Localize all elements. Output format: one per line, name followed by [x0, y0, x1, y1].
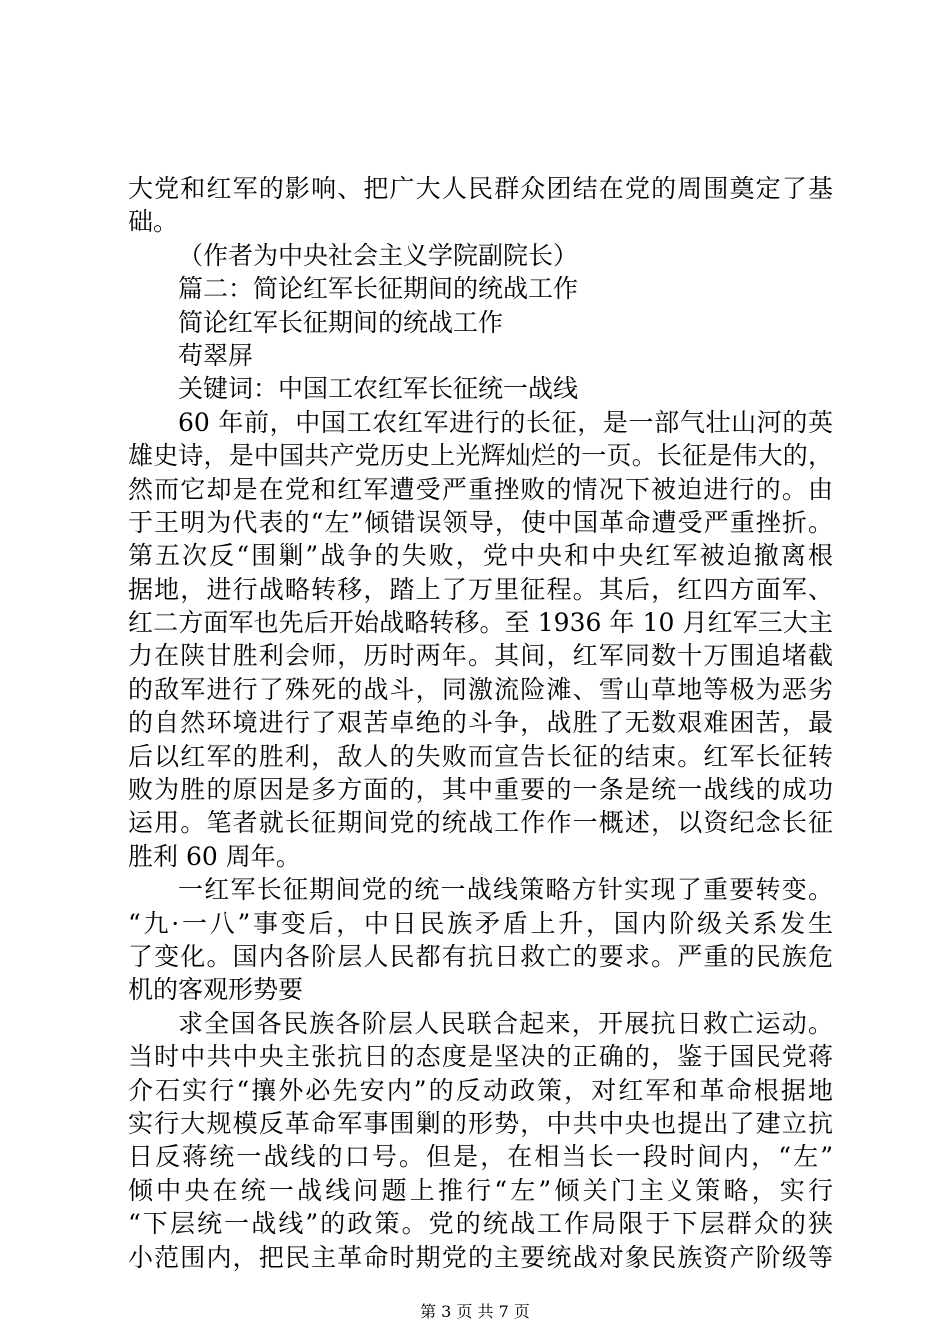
text-line: “九·一八”事变后，中日民族矛盾上升，国内阶级关系发生 — [128, 908, 833, 938]
text-line: 简论红军长征期间的统战工作 — [178, 307, 504, 337]
text-line: 后以红军的胜利，敌人的失败而宣告长征的结束。红军长征转 — [128, 741, 833, 771]
text-line: 倾中央在统一战线问题上推行“左”倾关门主义策略，实行 — [128, 1175, 833, 1205]
text-line: 第五次反“围剿”战争的失败，党中央和中央红军被迫撤离根 — [128, 541, 833, 571]
text-line: 关键词：中国工农红军长征统一战线 — [178, 374, 579, 404]
text-line: 60 年前，中国工农红军进行的长征，是一部气壮山河的英 — [178, 407, 833, 437]
text-line: 红二方面军也先后开始战略转移。至 1936 年 10 月红军三大主 — [128, 608, 833, 638]
text-line: 了变化。国内各阶层人民都有抗日救亡的要求。严重的民族危 — [128, 941, 833, 971]
text-line: 胜利 60 周年。 — [128, 841, 301, 871]
text-line: 于王明为代表的“左”倾错误领导，使中国革命遭受严重挫折。 — [128, 507, 833, 537]
text-line: 力在陕甘胜利会师，历时两年。其间，红军同数十万围追堵截 — [128, 641, 833, 671]
text-line: 雄史诗，是中国共产党历史上光辉灿烂的一页。长征是伟大的， — [128, 441, 833, 471]
text-line: 据地，进行战略转移，踏上了万里征程。其后，红四方面军、 — [128, 574, 833, 604]
text-line: “下层统一战线”的政策。党的统战工作局限于下层群众的狭 — [128, 1209, 833, 1239]
text-line: 篇二：简论红军长征期间的统战工作 — [178, 274, 579, 304]
text-line: 运用。笔者就长征期间党的统战工作作一概述，以资纪念长征 — [128, 808, 833, 838]
text-line: 大党和红军的影响、把广大人民群众团结在党的周围奠定了基 — [128, 174, 833, 203]
text-line: 求全国各民族各阶层人民联合起来，开展抗日救亡运动。 — [178, 1008, 833, 1038]
page-number-label: 第 3 页 共 7 页 — [420, 1302, 530, 1321]
text-line: 败为胜的原因是多方面的，其中重要的一条是统一战线的成功 — [128, 775, 833, 805]
text-line: 实行大规模反革命军事围剿的形势，中共中央也提出了建立抗 — [128, 1108, 833, 1138]
text-line: （作者为中央社会主义学院副院长） — [178, 240, 579, 270]
text-line: 一红军长征期间党的统一战线策略方针实现了重要转变。 — [178, 875, 833, 905]
text-line: 机的客观形势要 — [128, 975, 304, 1005]
text-line: 的敌军进行了殊死的战斗，同激流险滩、雪山草地等极为恶劣 — [128, 674, 833, 704]
text-line: 介石实行“攘外必先安内”的反动政策，对红军和革命根据地 — [128, 1075, 833, 1105]
text-line: 日反蒋统一战线的口号。但是，在相当长一段时间内，“左” — [128, 1142, 833, 1172]
document-body — [128, 172, 833, 1274]
text-line: 小范围内，把民主革命时期党的主要统战对象民族资产阶级等 — [128, 1242, 833, 1272]
page-footer — [0, 1302, 950, 1322]
text-line: 然而它却是在党和红军遭受严重挫败的情况下被迫进行的。由 — [128, 474, 833, 504]
text-line: 的自然环境进行了艰苦卓绝的斗争，战胜了无数艰难困苦，最 — [128, 708, 833, 738]
text-line: 当时中共中央主张抗日的态度是坚决的正确的，鉴于国民党蒋 — [128, 1042, 833, 1072]
text-line: 苟翠屏 — [178, 340, 254, 370]
text-line: 础。 — [128, 207, 179, 237]
